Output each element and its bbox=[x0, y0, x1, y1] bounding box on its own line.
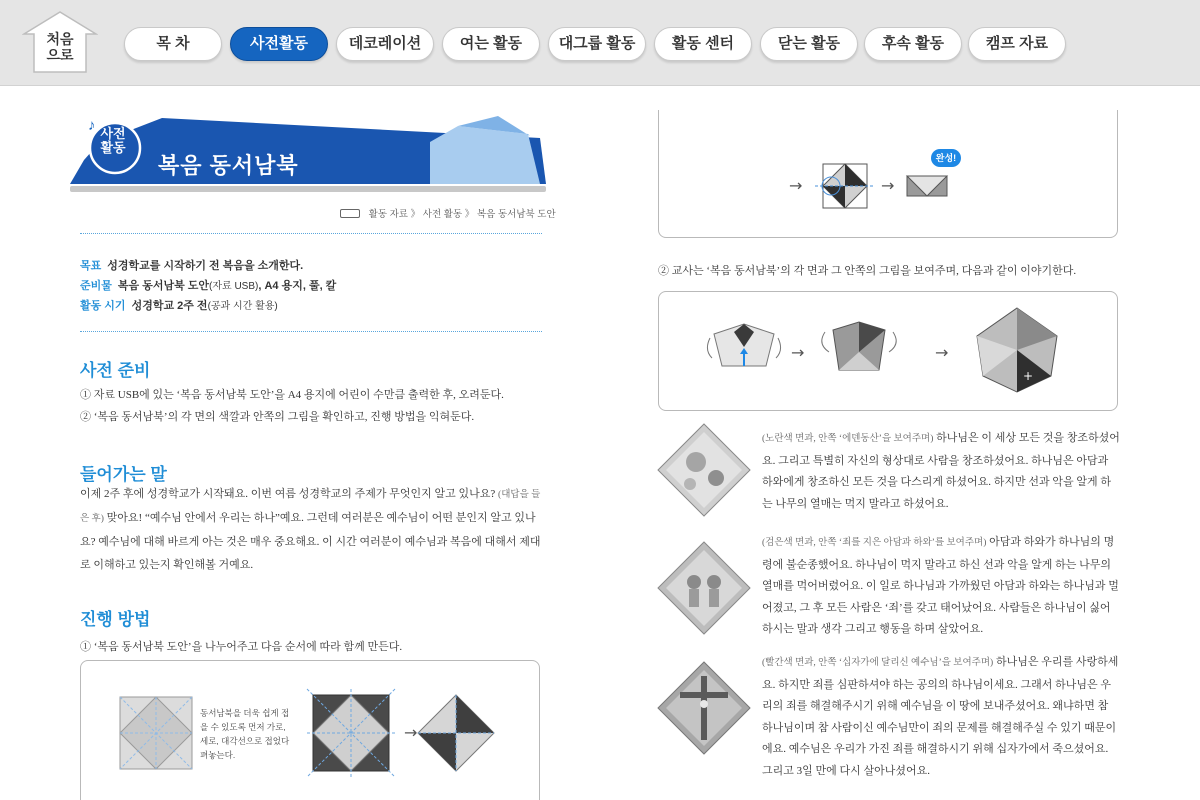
cross-illustration bbox=[656, 660, 752, 756]
story-note: (노란색 면과, 안쪽 ‘에덴동산’을 보여주며) bbox=[762, 434, 934, 444]
intro-paragraph bbox=[80, 483, 544, 577]
meta-materials bbox=[80, 277, 336, 293]
meta-key: 준비물 bbox=[80, 280, 112, 292]
meta-value: 성경학교를 시작하기 전 복음을 소개한다. bbox=[107, 260, 304, 272]
svg-text:→: → bbox=[791, 343, 805, 362]
story-text: 하나님은 우리를 사랑하세요. 하지만 죄를 심판하셔야 하는 공의의 하나님이세요. 그래서 하나님은 우리의 죄를 해결해주시기 위해 예수님을 이 땅에 보내주셨어요. 왜냐하면 참 하나님이며 참 사람이신 예수님만이 죄의 문제를 해결해주실 수 있기 때문이에요. 예수님은 우리가 가진 죄를 해결하시기 위해 십자가에서 죽으셨어요. 그리고 3일 만에 다시 살아나셨어요. bbox=[762, 656, 1119, 777]
eden-illustration bbox=[656, 422, 752, 518]
svg-text:→: → bbox=[404, 723, 418, 742]
breadcrumb-item[interactable]: 활동 자료 bbox=[368, 209, 408, 220]
meta-goal bbox=[80, 257, 303, 273]
meta-key: 활동 시기 bbox=[80, 300, 126, 312]
breadcrumb-item[interactable]: 사전 활동 bbox=[422, 209, 463, 220]
meta-value: 성경학교 2주 전 bbox=[131, 300, 208, 312]
story-cross bbox=[762, 652, 1120, 782]
tab-decoration[interactable]: 데코레이션 bbox=[336, 27, 434, 61]
section-heading-intro: 들어가는 말 bbox=[80, 465, 167, 484]
home-label-line: 으로 bbox=[46, 47, 74, 63]
intro-text: 이제 2주 후에 성경학교가 시작돼요. 이번 여름 성경학교의 주제가 무엇인지 알고 있나요? bbox=[80, 488, 499, 500]
breadcrumb bbox=[340, 206, 556, 220]
meta-rest: , A4 용지, 풀, 칼 bbox=[258, 280, 337, 292]
divider bbox=[80, 331, 542, 332]
home-label bbox=[22, 31, 98, 63]
pre-activity-badge bbox=[95, 127, 131, 155]
story-text: 아담과 하와가 하나님의 명령에 불순종했어요. 하나님이 먹지 말라고 하신 선과 악을 알게 하는 나무의 열매를 먹어버렸어요. 이 일로 하나님과 가까웠던 아담과 하와는 하나님과 멀어졌고, 그 후 모든 사람은 ‘죄’를 갖고 태어났어요. 사람들은 하나님이 싫어하시는 말과 생각 그리고 행동을 하며 살았어요. bbox=[762, 536, 1119, 635]
breadcrumb-separator: 》 bbox=[464, 209, 475, 220]
intro-text: 맞아요! “예수님 안에서 우리는 하나”예요. 그런데 여러분은 예수님이 어떤 분인지 알고 있나요? 예수님에 대해 바르게 아는 것은 매우 중요해요. 이 시간 여러분이 예수님과 복음에 대해서 제대로 이해하고 있는지 확인해볼 거예요. bbox=[80, 512, 541, 571]
folding-steps-box bbox=[80, 660, 540, 800]
method-step-2: ② 교사는 ‘복음 동서남북’의 각 면과 그 안쪽의 그림을 보여주며, 다음과 같이 이야기한다. bbox=[658, 265, 1077, 277]
svg-text:→: → bbox=[789, 176, 803, 195]
tab-large-group-activity[interactable]: 대그룹 활동 bbox=[548, 27, 646, 61]
svg-text:→: → bbox=[881, 176, 895, 195]
tab-contents[interactable]: 목 차 bbox=[124, 27, 222, 61]
folding-diagram bbox=[81, 661, 541, 800]
divider bbox=[80, 233, 542, 234]
adam-eve-illustration bbox=[656, 540, 752, 636]
story-text: 하나님은 이 세상 모든 것을 창조하셨어요. 그리고 특별히 자신의 형상대로 사람을 창조하셨어요. 하나님은 아담과 하와에게 창조하신 모든 것을 다스리게 하셨어요. 하지만 선과 악을 알게 하는 나무의 열매는 먹지 말라고 하셨어요. bbox=[762, 432, 1120, 510]
usb-icon bbox=[340, 209, 360, 218]
story-sin bbox=[762, 532, 1120, 641]
meta-timing bbox=[80, 297, 278, 313]
completion-box bbox=[658, 110, 1118, 238]
breadcrumb-item: 복음 동서남북 도안 bbox=[476, 209, 556, 220]
demonstration-box bbox=[658, 291, 1118, 411]
tab-pre-activity[interactable]: 사전활동 bbox=[230, 27, 328, 61]
music-note-icon: ♪ bbox=[88, 117, 96, 134]
top-nav-bar bbox=[0, 0, 1200, 86]
prep-line: ① 자료 USB에 있는 ‘복음 동서남북 도안’을 A4 용지에 어린이 수만큼 출력한 후, 오려둔다. bbox=[80, 389, 504, 401]
method-step-1: ① ‘복음 동서남북 도안’을 나누어주고 다음 순서에 따라 함께 만든다. bbox=[80, 641, 403, 653]
intro-aside: (대답을 들은 후) bbox=[80, 490, 541, 524]
folding-tip-note: 동서남북을 더욱 쉽게 접을 수 있도록 먼저 가로, 세로, 대각선으로 접었다 펴놓는다. bbox=[200, 708, 290, 760]
completion-diagram bbox=[659, 110, 1119, 238]
meta-value: 복음 동서남북 도안 bbox=[117, 280, 210, 292]
meta-paren: (자료 USB) bbox=[209, 281, 259, 292]
badge-line: 활동 bbox=[100, 140, 126, 155]
svg-text:+: + bbox=[1023, 369, 1034, 383]
meta-paren: (공과 시간 활용) bbox=[207, 301, 278, 312]
tab-closing-activity[interactable]: 닫는 활동 bbox=[760, 27, 858, 61]
badge-line: 사전 bbox=[100, 126, 126, 141]
home-label-line: 처음 bbox=[46, 31, 74, 47]
tab-opening-activity[interactable]: 여는 활동 bbox=[442, 27, 540, 61]
story-note: (빨간색 면과, 안쪽 ‘십자가에 달리신 예수님’을 보여주며) bbox=[762, 658, 994, 668]
title-banner bbox=[70, 112, 548, 198]
tab-camp-materials[interactable]: 캠프 자료 bbox=[968, 27, 1066, 61]
page-title: 복음 동서남북 bbox=[158, 153, 299, 178]
section-heading-method: 진행 방법 bbox=[80, 610, 151, 629]
svg-text:→: → bbox=[935, 343, 949, 362]
story-eden bbox=[762, 428, 1120, 515]
tab-activity-center[interactable]: 활동 센터 bbox=[654, 27, 752, 61]
tab-follow-up-activity[interactable]: 후속 활동 bbox=[864, 27, 962, 61]
meta-key: 목표 bbox=[80, 260, 102, 272]
breadcrumb-separator: 》 bbox=[410, 209, 421, 220]
demonstration-diagram bbox=[659, 292, 1119, 412]
home-button[interactable] bbox=[22, 10, 98, 74]
prep-line: ② ‘복음 동서남북’의 각 면의 색깔과 안쪽의 그림을 확인하고, 진행 방법을 익혀둔다. bbox=[80, 411, 475, 423]
story-note: (검은색 면과, 안쪽 ‘죄를 지은 아담과 하와’를 보여주며) bbox=[762, 538, 987, 548]
section-heading-prep: 사전 준비 bbox=[80, 361, 151, 380]
done-badge: 완성! bbox=[931, 149, 961, 167]
